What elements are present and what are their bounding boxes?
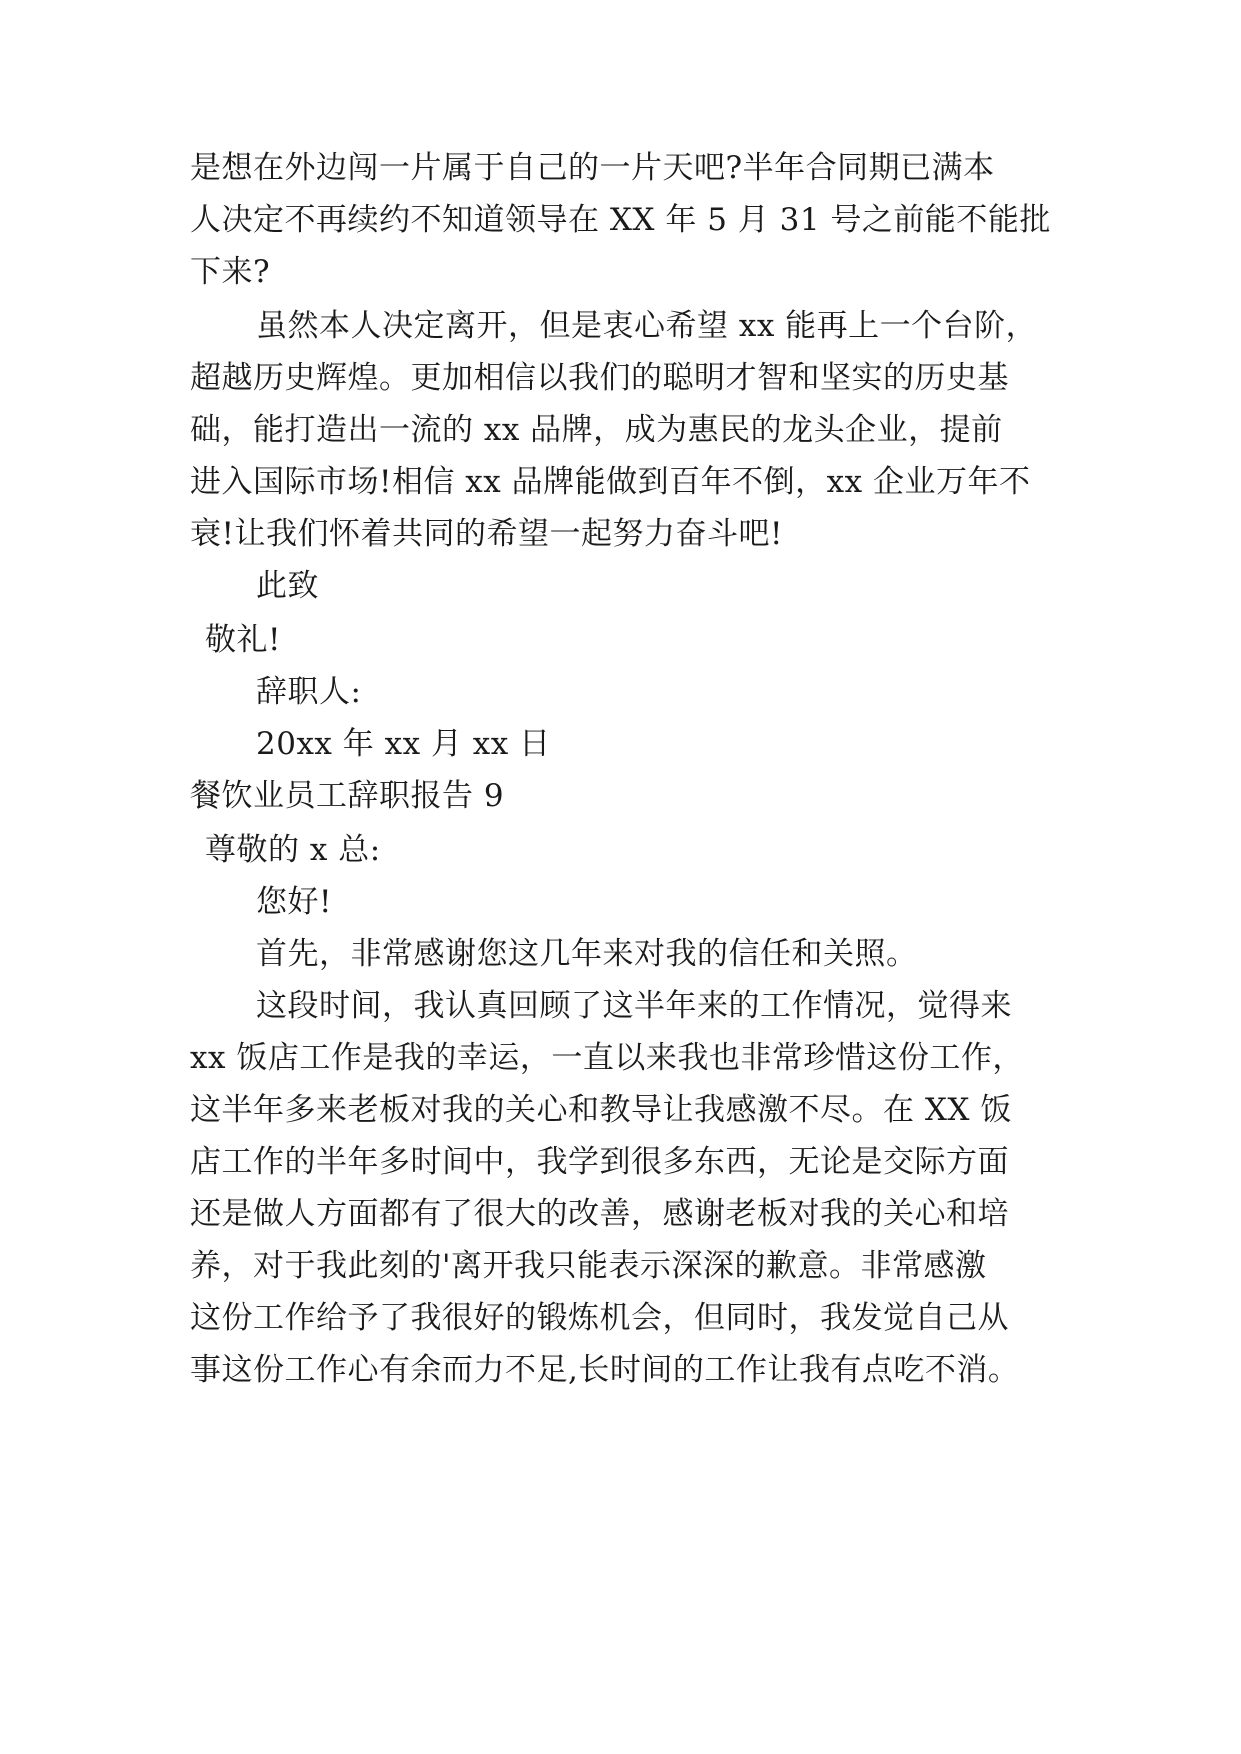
text-line-6: 础，能打造出一流的 xx 品牌，成为惠民的龙头企业，提前 — [190, 412, 1003, 448]
text-line-3: 下来? — [190, 254, 271, 290]
closing-salutation: 此致 — [256, 568, 319, 604]
text-line-21: 还是做人方面都有了很大的改善，感谢老板对我的关心和培 — [190, 1196, 1009, 1232]
signature-label: 辞职人: — [256, 674, 362, 710]
text-line-16: 首先，非常感谢您这几年来对我的信任和关照。 — [256, 936, 918, 972]
text-line-5: 超越历史辉煌。更加相信以我们的聪明才智和坚实的历史基 — [190, 360, 1009, 396]
signature-date: 20xx 年 xx 月 xx 日 — [256, 726, 551, 762]
text-line-8: 衰!让我们怀着共同的希望一起努力奋斗吧! — [190, 516, 783, 552]
greeting-hello: 您好! — [256, 884, 332, 920]
closing-regards: 敬礼! — [205, 622, 281, 658]
text-line-4: 虽然本人决定离开，但是衷心希望 xx 能再上一个台阶， — [256, 308, 1038, 344]
greeting: 尊敬的 x 总: — [205, 832, 381, 868]
text-line-24: 事这份工作心有余而力不足,长时间的工作让我有点吃不消。 — [190, 1352, 1020, 1388]
text-line-22: 养，对于我此刻的'离开我只能表示深深的歉意。非常感激 — [190, 1248, 987, 1284]
text-line-17: 这段时间，我认真回顾了这半年来的工作情况，觉得来 — [256, 988, 1012, 1024]
text-line-19: 这半年多来老板对我的关心和教导让我感激不尽。在 XX 饭 — [190, 1092, 1012, 1128]
section-heading: 餐饮业员工辞职报告 9 — [190, 778, 505, 814]
text-line-2: 人决定不再续约不知道领导在 XX 年 5 月 31 号之前能不能批 — [190, 202, 1051, 238]
text-line-20: 店工作的半年多时间中，我学到很多东西，无论是交际方面 — [190, 1144, 1009, 1180]
text-line-7: 进入国际市场!相信 xx 品牌能做到百年不倒，xx 企业万年不 — [190, 464, 1031, 500]
text-line-18: xx 饭店工作是我的幸运，一直以来我也非常珍惜这份工作， — [190, 1040, 1024, 1076]
text-line-23: 这份工作给予了我很好的锻炼机会，但同时，我发觉自己从 — [190, 1300, 1009, 1336]
text-line-1: 是想在外边闯一片属于自己的一片天吧?半年合同期已满本 — [190, 150, 995, 186]
